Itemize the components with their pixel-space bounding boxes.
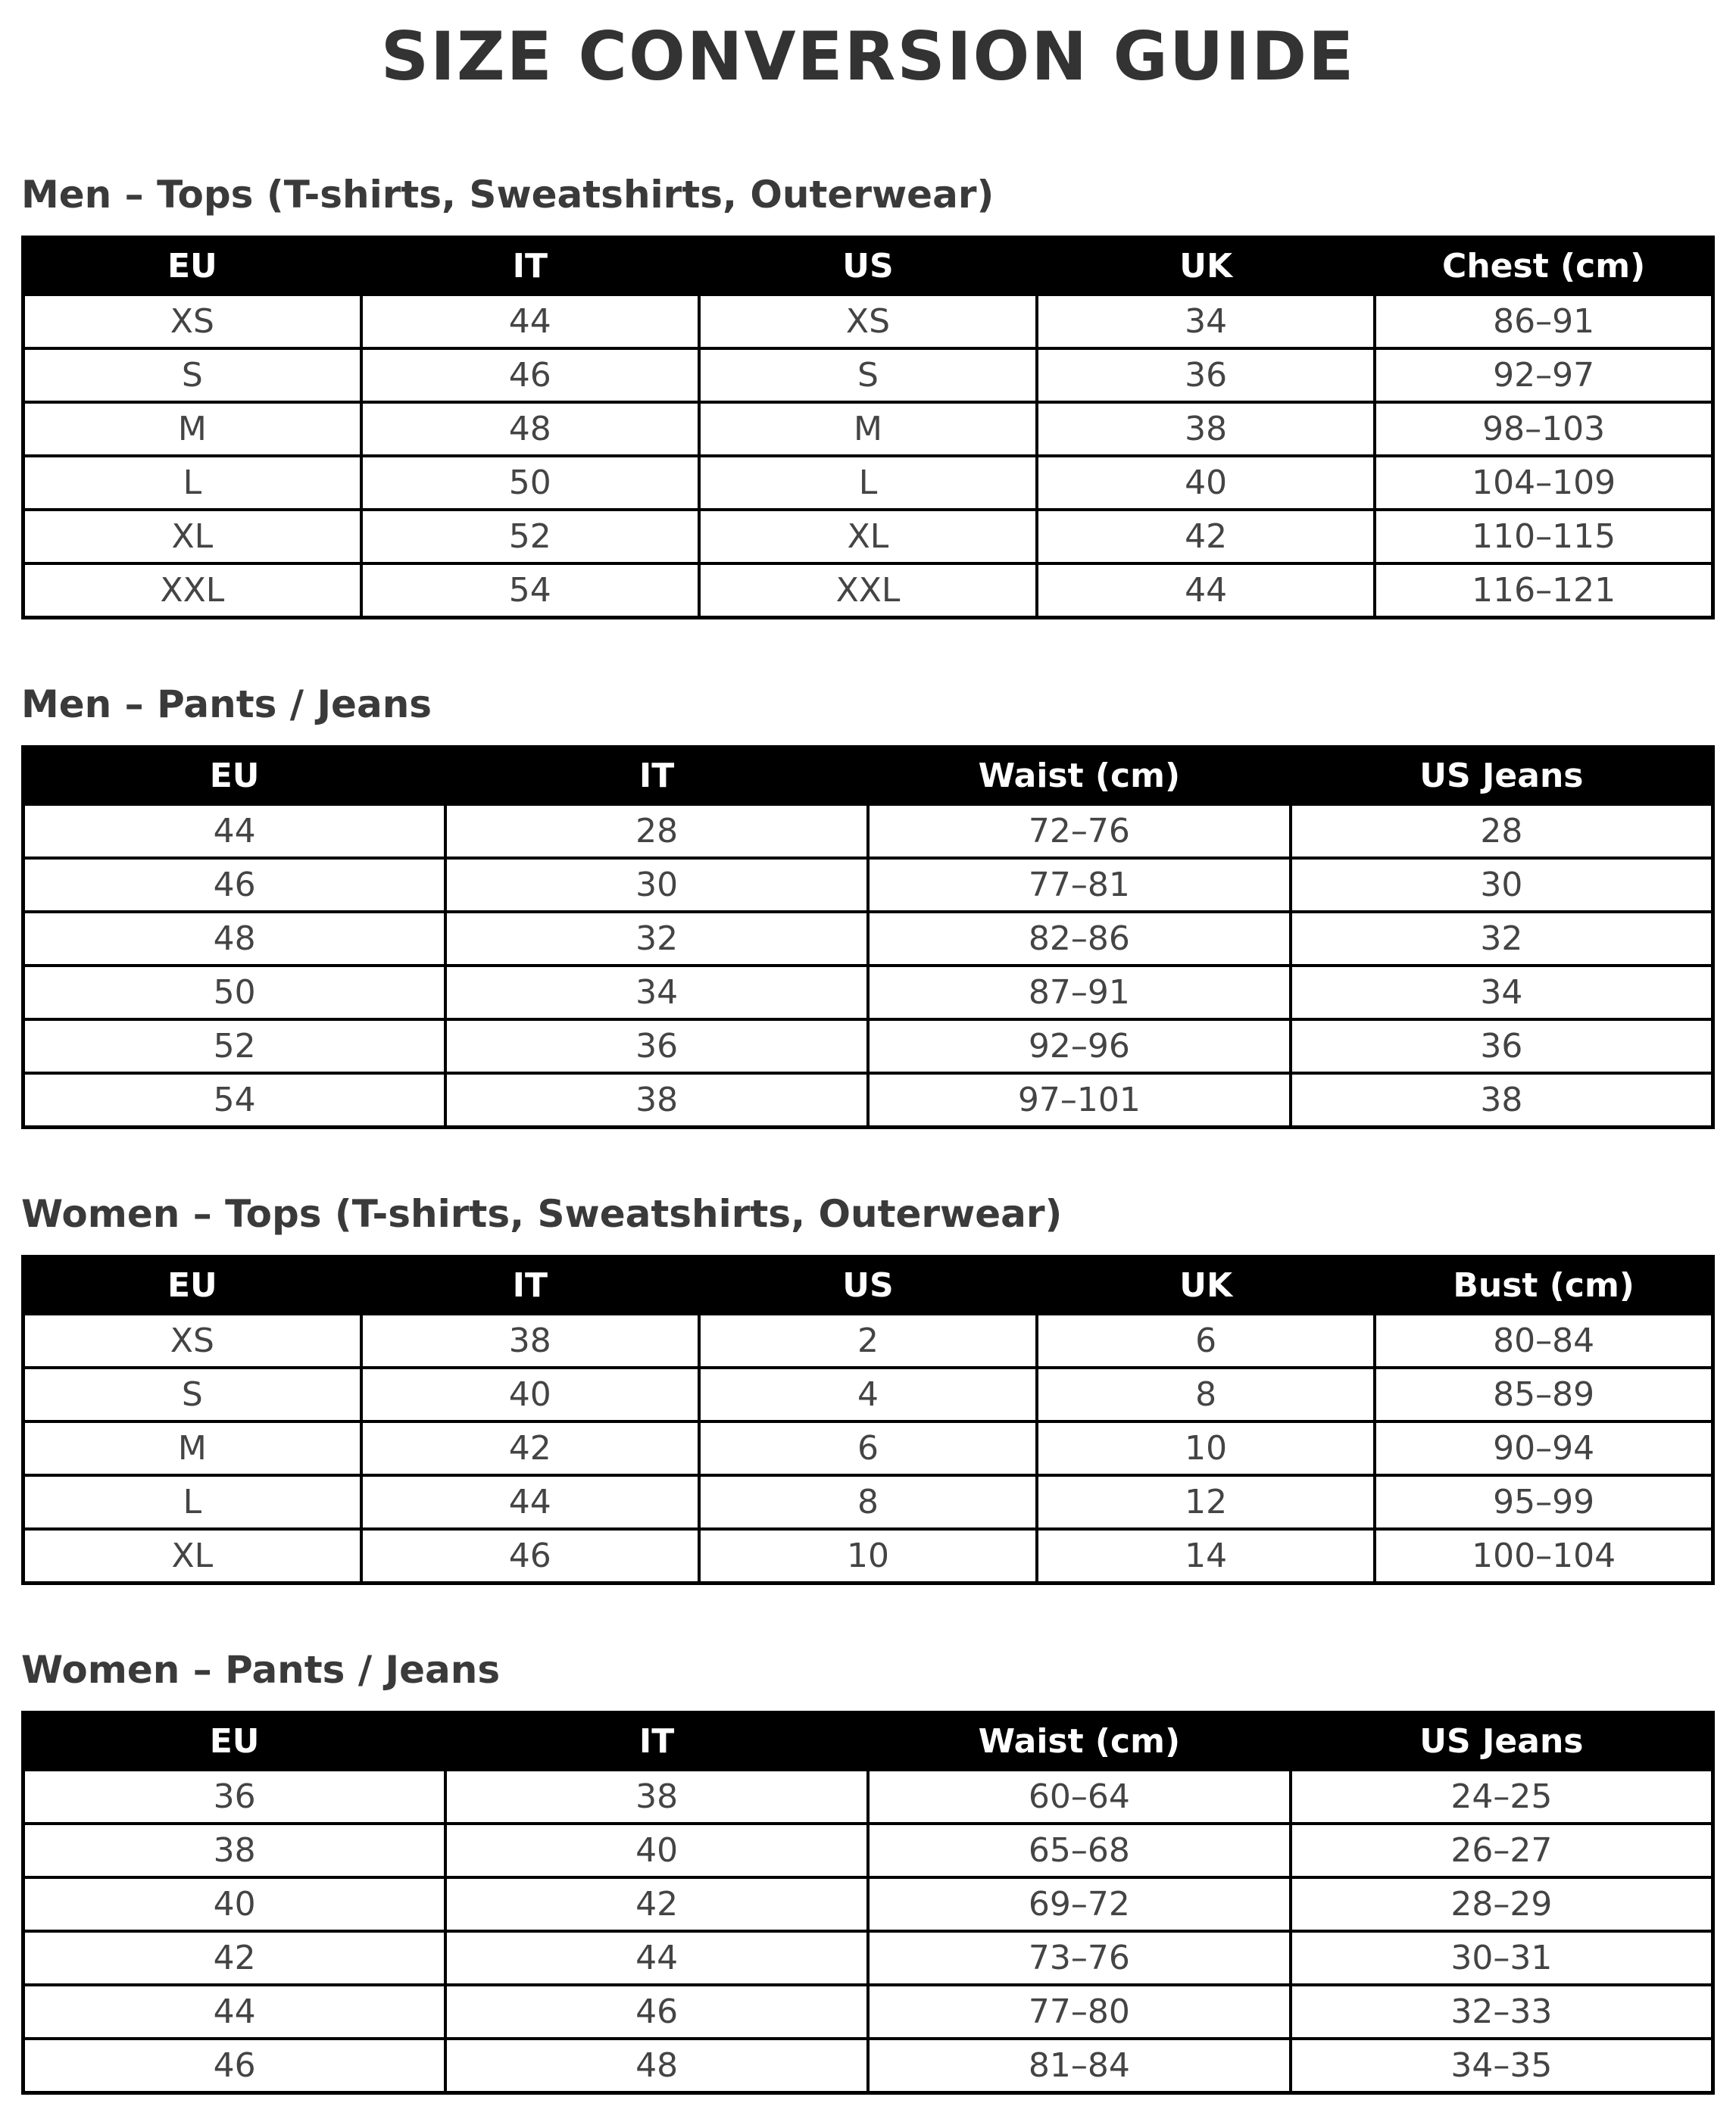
size-cell: 87–91 bbox=[868, 966, 1291, 1019]
size-cell: 42 bbox=[1037, 510, 1375, 563]
column-header: EU bbox=[23, 237, 361, 295]
size-table-men-pants bbox=[21, 745, 1715, 1130]
size-cell: XL bbox=[23, 510, 361, 563]
column-header: EU bbox=[23, 1712, 446, 1770]
size-cell: 6 bbox=[699, 1421, 1037, 1475]
column-header: US Jeans bbox=[1291, 1712, 1713, 1770]
size-cell: XS bbox=[23, 295, 361, 348]
table-row bbox=[23, 858, 1713, 912]
size-cell: 72–76 bbox=[868, 804, 1291, 858]
table-row bbox=[23, 1529, 1713, 1584]
section-heading-women-tops: Women – Tops (T-shirts, Sweatshirts, Outerwear) bbox=[21, 1192, 1063, 1237]
table-row bbox=[23, 1985, 1713, 2039]
column-header: IT bbox=[445, 1712, 868, 1770]
size-cell: 30 bbox=[1291, 858, 1713, 912]
size-cell: 38 bbox=[1037, 402, 1375, 456]
size-cell: 26–27 bbox=[1291, 1824, 1713, 1877]
size-cell: 32 bbox=[1291, 912, 1713, 966]
size-cell: 8 bbox=[699, 1475, 1037, 1529]
size-cell: 100–104 bbox=[1375, 1529, 1713, 1584]
size-cell: 77–81 bbox=[868, 858, 1291, 912]
size-cell: 44 bbox=[23, 804, 446, 858]
size-cell: 48 bbox=[445, 2039, 868, 2093]
table-row bbox=[23, 510, 1713, 563]
size-cell: 38 bbox=[445, 1770, 868, 1824]
size-table-women-tops bbox=[21, 1255, 1715, 1586]
size-cell: 36 bbox=[1037, 348, 1375, 402]
size-cell: 10 bbox=[1037, 1421, 1375, 1475]
size-cell: 46 bbox=[23, 2039, 446, 2093]
size-cell: 98–103 bbox=[1375, 402, 1713, 456]
size-cell: 32 bbox=[445, 912, 868, 966]
size-cell: XS bbox=[23, 1314, 361, 1368]
size-cell: 116–121 bbox=[1375, 563, 1713, 618]
table-row bbox=[23, 1770, 1713, 1824]
size-cell: 44 bbox=[361, 1475, 699, 1529]
size-cell: 30–31 bbox=[1291, 1931, 1713, 1985]
size-cell: 2 bbox=[699, 1314, 1037, 1368]
size-cell: 38 bbox=[445, 1073, 868, 1128]
table-row bbox=[23, 456, 1713, 510]
header-row bbox=[23, 1712, 1713, 1770]
size-cell: 34 bbox=[1291, 966, 1713, 1019]
size-cell: 92–97 bbox=[1375, 348, 1713, 402]
size-cell: 6 bbox=[1037, 1314, 1375, 1368]
column-header: UK bbox=[1037, 1256, 1375, 1314]
size-cell: 82–86 bbox=[868, 912, 1291, 966]
size-cell: 4 bbox=[699, 1368, 1037, 1421]
table-row bbox=[23, 1019, 1713, 1073]
size-cell: XXL bbox=[699, 563, 1037, 618]
table-row bbox=[23, 804, 1713, 858]
column-header: EU bbox=[23, 1256, 361, 1314]
size-cell: 69–72 bbox=[868, 1877, 1291, 1931]
size-cell: 46 bbox=[361, 348, 699, 402]
section-men-pants bbox=[21, 683, 1715, 1129]
table-row bbox=[23, 563, 1713, 618]
size-cell: 42 bbox=[23, 1931, 446, 1985]
size-guide-page bbox=[0, 18, 1736, 2125]
size-cell: 36 bbox=[445, 1019, 868, 1073]
size-cell: L bbox=[23, 456, 361, 510]
size-cell: 104–109 bbox=[1375, 456, 1713, 510]
column-header: UK bbox=[1037, 237, 1375, 295]
size-cell: 42 bbox=[445, 1877, 868, 1931]
size-cell: 77–80 bbox=[868, 1985, 1291, 2039]
size-cell: 85–89 bbox=[1375, 1368, 1713, 1421]
size-cell: XL bbox=[699, 510, 1037, 563]
size-cell: 36 bbox=[23, 1770, 446, 1824]
column-header: Waist (cm) bbox=[868, 747, 1291, 804]
table-row bbox=[23, 1314, 1713, 1368]
size-cell: L bbox=[23, 1475, 361, 1529]
size-cell: 40 bbox=[361, 1368, 699, 1421]
column-header: IT bbox=[445, 747, 868, 804]
page-title: SIZE CONVERSION GUIDE bbox=[380, 17, 1356, 95]
size-cell: 86–91 bbox=[1375, 295, 1713, 348]
size-cell: 40 bbox=[445, 1824, 868, 1877]
size-cell: 40 bbox=[23, 1877, 446, 1931]
size-cell: 60–64 bbox=[868, 1770, 1291, 1824]
size-cell: 65–68 bbox=[868, 1824, 1291, 1877]
size-cell: 32–33 bbox=[1291, 1985, 1713, 2039]
size-cell: XXL bbox=[23, 563, 361, 618]
column-header: US bbox=[699, 237, 1037, 295]
table-row bbox=[23, 1931, 1713, 1985]
column-header: US bbox=[699, 1256, 1037, 1314]
size-cell: 73–76 bbox=[868, 1931, 1291, 1985]
size-cell: 28 bbox=[1291, 804, 1713, 858]
column-header: IT bbox=[361, 1256, 699, 1314]
size-cell: 42 bbox=[361, 1421, 699, 1475]
size-cell: 28 bbox=[445, 804, 868, 858]
section-heading-men-tops: Men – Tops (T-shirts, Sweatshirts, Outerwear) bbox=[21, 173, 994, 217]
size-cell: 36 bbox=[1291, 1019, 1713, 1073]
size-cell: 92–96 bbox=[868, 1019, 1291, 1073]
size-cell: 46 bbox=[23, 858, 446, 912]
section-heading-women-pants: Women – Pants / Jeans bbox=[21, 1648, 501, 1693]
table-row bbox=[23, 1824, 1713, 1877]
table-row bbox=[23, 295, 1713, 348]
size-cell: 44 bbox=[445, 1931, 868, 1985]
size-cell: XS bbox=[699, 295, 1037, 348]
size-cell: 44 bbox=[23, 1985, 446, 2039]
size-cell: 10 bbox=[699, 1529, 1037, 1584]
size-cell: S bbox=[23, 348, 361, 402]
size-cell: 44 bbox=[1037, 563, 1375, 618]
header-row bbox=[23, 747, 1713, 804]
size-cell: 54 bbox=[23, 1073, 446, 1128]
table-row bbox=[23, 912, 1713, 966]
table-row bbox=[23, 1421, 1713, 1475]
section-men-tops bbox=[21, 173, 1715, 619]
column-header: Chest (cm) bbox=[1375, 237, 1713, 295]
size-cell: 34–35 bbox=[1291, 2039, 1713, 2093]
column-header: US Jeans bbox=[1291, 747, 1713, 804]
size-cell: 50 bbox=[361, 456, 699, 510]
size-cell: 38 bbox=[361, 1314, 699, 1368]
size-cell: S bbox=[699, 348, 1037, 402]
size-cell: 81–84 bbox=[868, 2039, 1291, 2093]
size-cell: 80–84 bbox=[1375, 1314, 1713, 1368]
table-row bbox=[23, 348, 1713, 402]
header-row bbox=[23, 1256, 1713, 1314]
size-cell: 46 bbox=[361, 1529, 699, 1584]
size-cell: S bbox=[23, 1368, 361, 1421]
size-cell: 34 bbox=[1037, 295, 1375, 348]
size-cell: 12 bbox=[1037, 1475, 1375, 1529]
size-cell: 30 bbox=[445, 858, 868, 912]
column-header: Bust (cm) bbox=[1375, 1256, 1713, 1314]
column-header: IT bbox=[361, 237, 699, 295]
size-cell: M bbox=[23, 1421, 361, 1475]
section-women-tops bbox=[21, 1193, 1715, 1585]
size-cell: 90–94 bbox=[1375, 1421, 1713, 1475]
size-cell: XL bbox=[23, 1529, 361, 1584]
size-cell: 34 bbox=[445, 966, 868, 1019]
section-heading-men-pants: Men – Pants / Jeans bbox=[21, 682, 432, 727]
size-cell: 24–25 bbox=[1291, 1770, 1713, 1824]
table-row bbox=[23, 1073, 1713, 1128]
size-cell: 50 bbox=[23, 966, 446, 1019]
table-row bbox=[23, 1475, 1713, 1529]
table-row bbox=[23, 1877, 1713, 1931]
size-cell: M bbox=[23, 402, 361, 456]
size-cell: 54 bbox=[361, 563, 699, 618]
table-row bbox=[23, 966, 1713, 1019]
table-row bbox=[23, 2039, 1713, 2093]
size-cell: 46 bbox=[445, 1985, 868, 2039]
size-cell: 97–101 bbox=[868, 1073, 1291, 1128]
size-cell: 48 bbox=[23, 912, 446, 966]
size-cell: 8 bbox=[1037, 1368, 1375, 1421]
size-cell: 14 bbox=[1037, 1529, 1375, 1584]
size-cell: 40 bbox=[1037, 456, 1375, 510]
table-row bbox=[23, 1368, 1713, 1421]
column-header: Waist (cm) bbox=[868, 1712, 1291, 1770]
size-cell: 48 bbox=[361, 402, 699, 456]
column-header: EU bbox=[23, 747, 446, 804]
size-cell: 38 bbox=[23, 1824, 446, 1877]
size-table-women-pants bbox=[21, 1711, 1715, 2095]
size-table-men-tops bbox=[21, 236, 1715, 620]
table-row bbox=[23, 402, 1713, 456]
size-cell: 52 bbox=[361, 510, 699, 563]
size-cell: L bbox=[699, 456, 1037, 510]
section-women-pants bbox=[21, 1649, 1715, 2095]
header-row bbox=[23, 237, 1713, 295]
size-cell: 44 bbox=[361, 295, 699, 348]
size-cell: 52 bbox=[23, 1019, 446, 1073]
size-cell: 95–99 bbox=[1375, 1475, 1713, 1529]
size-cell: M bbox=[699, 402, 1037, 456]
size-cell: 28–29 bbox=[1291, 1877, 1713, 1931]
size-cell: 110–115 bbox=[1375, 510, 1713, 563]
size-cell: 38 bbox=[1291, 1073, 1713, 1128]
